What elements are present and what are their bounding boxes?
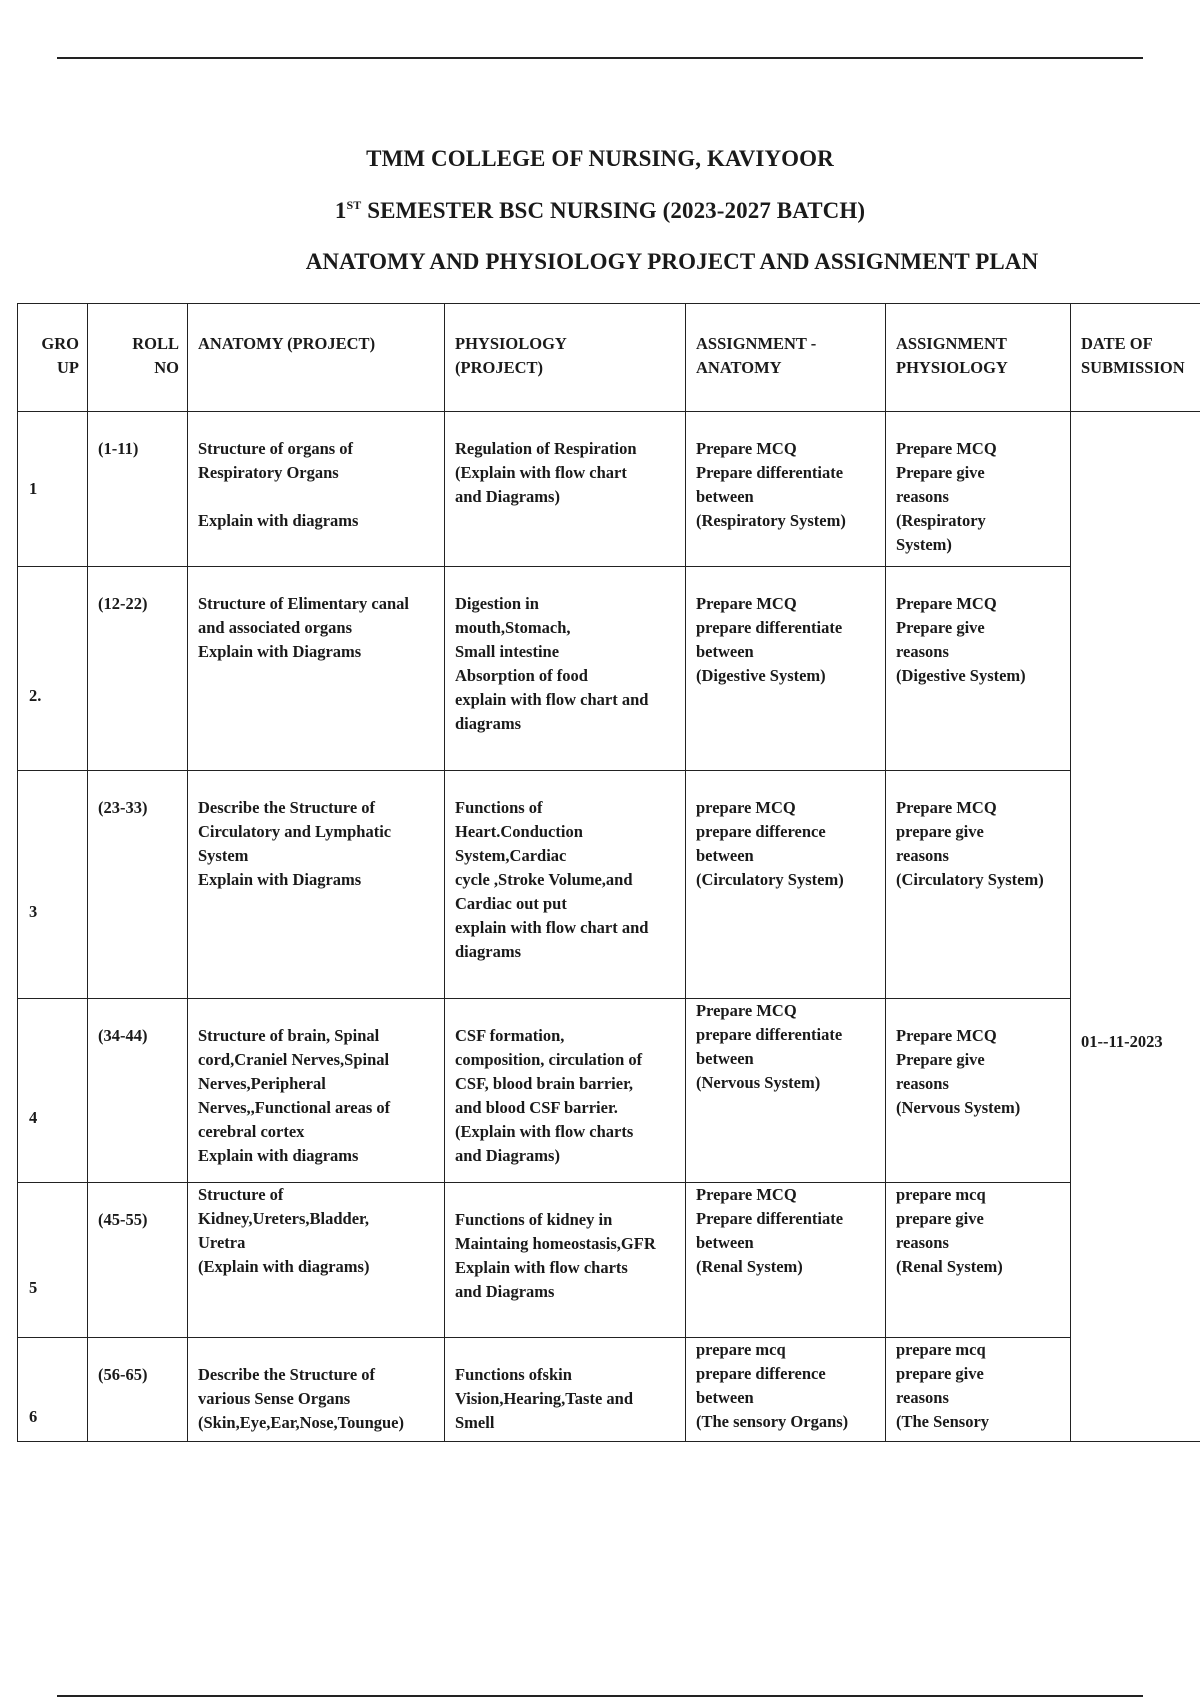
header-date: DATE OF SUBMISSION: [1071, 304, 1200, 412]
group-number: 5: [18, 1183, 88, 1338]
table-row: [18, 771, 1200, 999]
table-row: [18, 1338, 1200, 1442]
physiology-project: Functions of Heart.Conduction System,Cardiac cycle ,Stroke Volume,and Cardiac out put explain with flow chart and diagrams: [445, 771, 686, 999]
roll-range: (34-44): [88, 999, 188, 1183]
table-row: [18, 412, 1200, 567]
roll-range: (12-22): [88, 567, 188, 771]
assignment-physiology: prepare mcq prepare give reasons (Renal System): [886, 1183, 1071, 1338]
anatomy-project: Structure of Kidney,Ureters,Bladder, Uretra (Explain with diagrams): [188, 1183, 445, 1338]
anatomy-project: Describe the Structure of various Sense Organs (Skin,Eye,Ear,Nose,Toungue): [188, 1338, 445, 1442]
roll-range: (45-55): [88, 1183, 188, 1338]
group-number: 6: [18, 1338, 88, 1442]
table-header-row: [18, 304, 1200, 412]
assignment-physiology: prepare mcq prepare give reasons (The Sensory: [886, 1338, 1071, 1442]
assignment-anatomy: prepare MCQ prepare difference between (Circulatory System): [686, 771, 886, 999]
group-number: 3: [18, 771, 88, 999]
assignment-anatomy: prepare mcq prepare difference between (The sensory Organs): [686, 1338, 886, 1442]
assignment-anatomy: Prepare MCQ Prepare differentiate between (Renal System): [686, 1183, 886, 1338]
header-roll: ROLL NO: [88, 304, 188, 412]
header-group: GRO UP: [18, 304, 88, 412]
group-number: 2.: [18, 567, 88, 771]
anatomy-project: Structure of brain, Spinal cord,Craniel Nerves,Spinal Nerves,Peripheral Nerves,,Functional areas of cerebral cortex Explain with diagrams: [188, 999, 445, 1183]
table-row: [18, 567, 1200, 771]
semester-text: SEMESTER BSC NURSING (2023-2027 BATCH): [361, 198, 866, 223]
top-rule: [57, 57, 1143, 59]
bottom-rule: [57, 1695, 1143, 1697]
semester-number: 1: [334, 198, 347, 223]
semester-ordinal: ST: [346, 198, 362, 212]
date-of-submission: 01--11-2023: [1071, 412, 1200, 1442]
physiology-project: Regulation of Respiration (Explain with flow chart and Diagrams): [445, 412, 686, 567]
assignment-anatomy: Prepare MCQ prepare differentiate between (Nervous System): [686, 999, 886, 1183]
header-physiology: PHYSIOLOGY (PROJECT): [445, 304, 686, 412]
assignment-physiology: Prepare MCQ Prepare give reasons (Digestive System): [886, 567, 1071, 771]
roll-range: (1-11): [88, 412, 188, 567]
semester-title: [0, 198, 1200, 224]
assignment-physiology: Prepare MCQ Prepare give reasons (Respiratory System): [886, 412, 1071, 567]
plan-title: ANATOMY AND PHYSIOLOGY PROJECT AND ASSIGNMENT PLAN: [305, 249, 1039, 274]
header-assign-anatomy: ASSIGNMENT - ANATOMY: [686, 304, 886, 412]
physiology-project: Functions of kidney in Maintaing homeostasis,GFR Explain with flow charts and Diagrams: [445, 1183, 686, 1338]
college-title: TMM COLLEGE OF NURSING, KAVIYOOR: [366, 146, 834, 171]
roll-range: (56-65): [88, 1338, 188, 1442]
header-assign-physiology: ASSIGNMENT PHYSIOLOGY: [886, 304, 1071, 412]
roll-range: (23-33): [88, 771, 188, 999]
assignment-anatomy: Prepare MCQ Prepare differentiate between (Respiratory System): [686, 412, 886, 567]
assignment-anatomy: Prepare MCQ prepare differentiate between (Digestive System): [686, 567, 886, 771]
assignment-physiology: Prepare MCQ Prepare give reasons (Nervous System): [886, 999, 1071, 1183]
table-row: [18, 999, 1200, 1183]
anatomy-project: Structure of organs of Respiratory Organs Explain with diagrams: [188, 412, 445, 567]
table-row: [18, 1183, 1200, 1338]
group-number: 1: [18, 412, 88, 567]
group-number: 4: [18, 999, 88, 1183]
header-anatomy: ANATOMY (PROJECT): [188, 304, 445, 412]
anatomy-project: Structure of Elimentary canal and associated organs Explain with Diagrams: [188, 567, 445, 771]
physiology-project: CSF formation, composition, circulation of CSF, blood brain barrier, and blood CSF barrier. (Explain with flow charts and Diagrams): [445, 999, 686, 1183]
physiology-project: Functions ofskin Vision,Hearing,Taste and Smell: [445, 1338, 686, 1442]
anatomy-project: Describe the Structure of Circulatory and Lymphatic System Explain with Diagrams: [188, 771, 445, 999]
assignment-physiology: Prepare MCQ prepare give reasons (Circulatory System): [886, 771, 1071, 999]
plan-table: [17, 303, 1200, 1442]
physiology-project: Digestion in mouth,Stomach, Small intestine Absorption of food explain with flow chart and diagrams: [445, 567, 686, 771]
